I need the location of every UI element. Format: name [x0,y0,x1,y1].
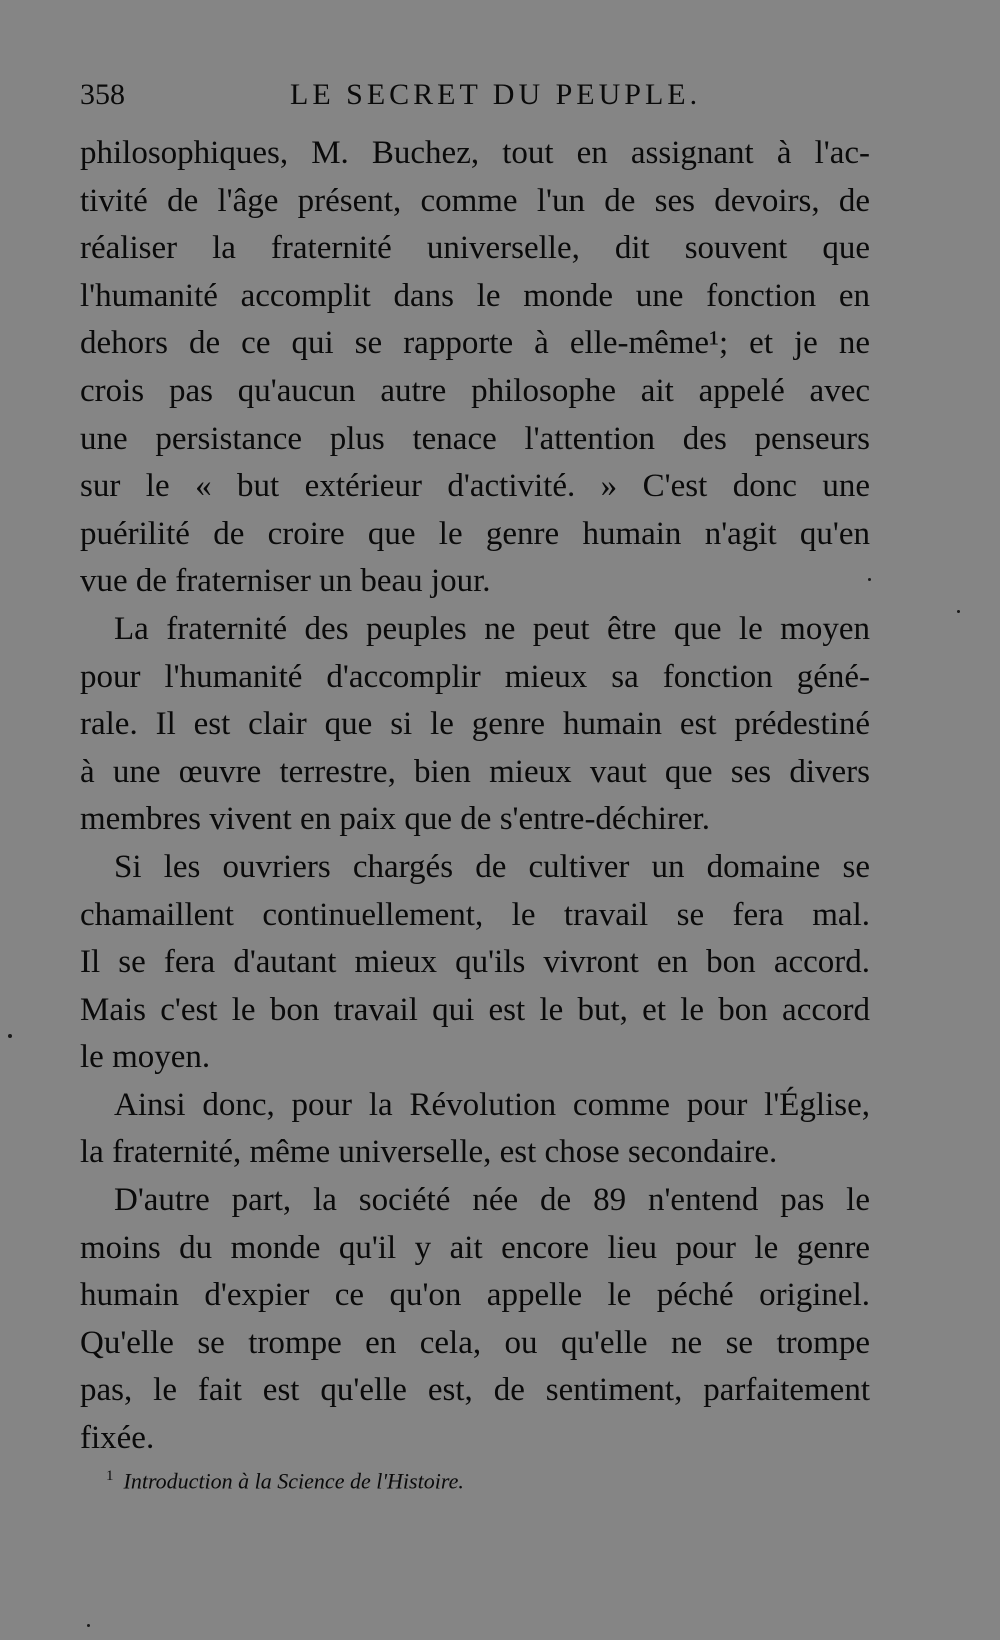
text-line: La fraternité des peuples ne peut être que le moyen [114,610,870,647]
text-line: sur le « but extérieur d'activité. » C'est donc une [80,468,870,505]
scan-speck [87,1624,90,1627]
text-line: membres vivent en paix que de s'entre-déchirer. [80,801,710,838]
text-line: une persistance plus tenace l'attention des penseurs [80,420,870,457]
text-line: rale. Il est clair que si le genre humain est prédestiné [80,706,870,743]
scan-speck [957,610,960,613]
text-line: philosophiques, M. Buchez, tout en assignant à l'ac- [80,135,870,171]
text-line: fixée. [80,1420,155,1457]
running-head [80,78,870,118]
scan-speck [8,1034,12,1038]
page-number: 358 [80,78,125,111]
text-line: crois pas qu'aucun autre philosophe ait appelé avec [80,372,870,409]
footnote-text: Introduction à la Science de l'Histoire. [123,1468,464,1494]
text-line: dehors de ce qui se rapporte à elle-même¹; et je ne [80,325,870,362]
text-line: pour l'humanité d'accomplir mieux sa fonction géné- [80,658,870,695]
text-line: moins du monde qu'il y ait encore lieu pour le genre [80,1229,870,1266]
text-line: Il se fera d'autant mieux qu'ils vivront en bon accord. [80,944,870,981]
text-line: Qu'elle se trompe en cela, ou qu'elle ne se trompe [80,1324,870,1361]
text-line: à une œuvre terrestre, bien mieux vaut que ses divers [80,753,870,790]
footnote-mark: 1 [106,1468,114,1484]
text-line: l'humanité accomplit dans le monde une fonction en [80,277,870,314]
text-line: Mais c'est le bon travail qui est le but, et le bon accord [80,991,870,1028]
text-line: chamaillent continuellement, le travail se fera mal. [80,896,870,933]
text-line: le moyen. [80,1039,211,1076]
body-text [80,130,870,1463]
text-line: vue de fraterniser un beau jour. [80,563,491,600]
text-line: pas, le fait est qu'elle est, de sentiment, parfaitement [80,1372,870,1409]
text-line: la fraternité, même universelle, est chose secondaire. [80,1134,778,1171]
text-line: humain d'expier ce qu'on appelle le péché originel. [80,1277,870,1314]
text-line: tivité de l'âge présent, comme l'un de ses devoirs, de [80,182,870,219]
scan-speck [868,578,871,581]
text-line: Ainsi donc, pour la Révolution comme pour l'Église, [114,1086,870,1123]
text-line: D'autre part, la société née de 89 n'entend pas le [114,1182,870,1219]
text-line: réaliser la fraternité universelle, dit souvent que [80,230,870,267]
text-line: puérilité de croire que le genre humain n'agit qu'en [80,515,870,552]
running-title: LE SECRET DU PEUPLE. [290,78,702,111]
text-line: Si les ouvriers chargés de cultiver un domaine se [114,848,870,885]
footnote [106,1468,464,1494]
